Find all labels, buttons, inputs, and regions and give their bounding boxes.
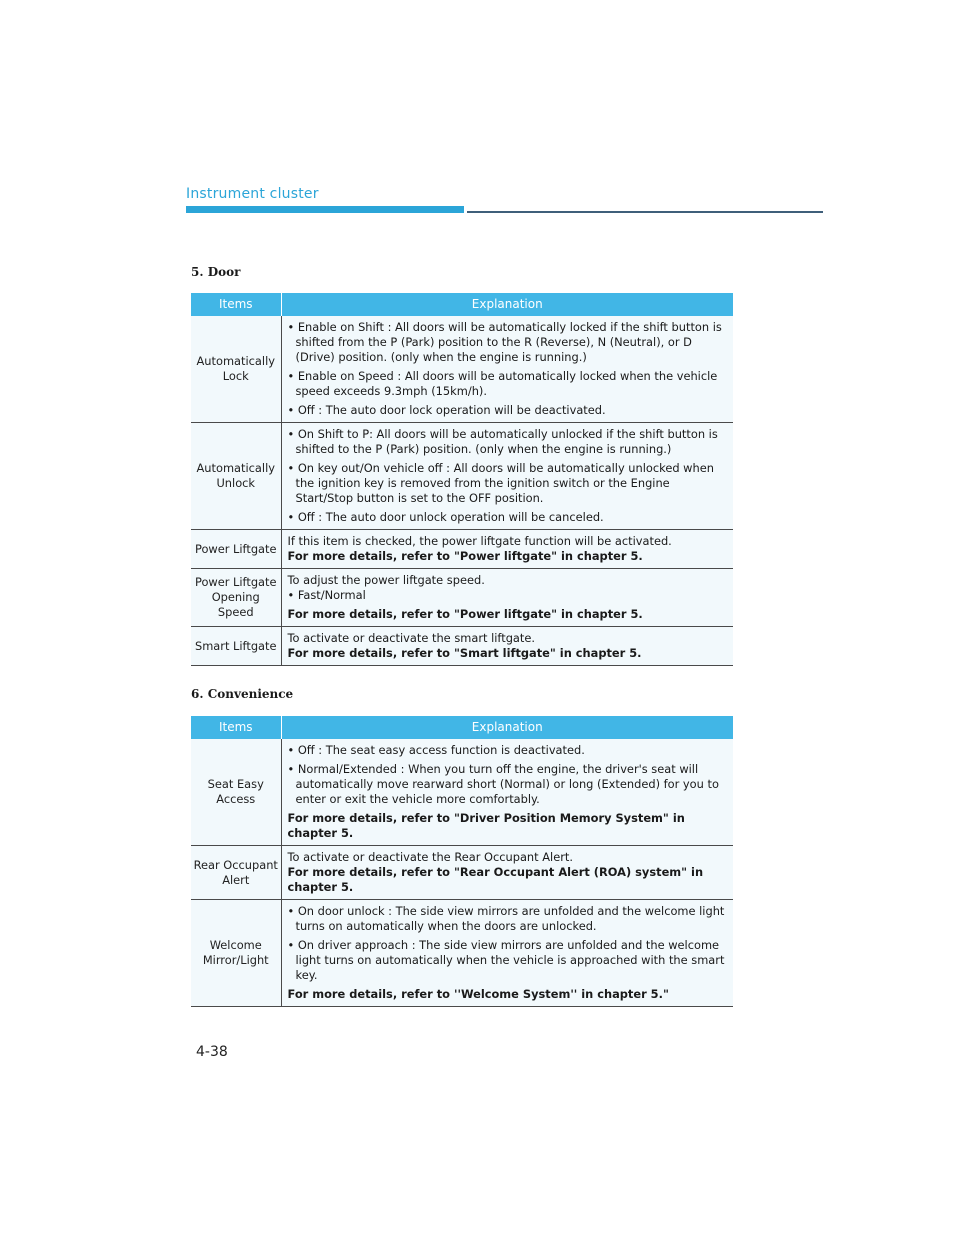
- row-explanation: [281, 530, 733, 569]
- reference-note: For more details, refer to "Power liftgate" in chapter 5.: [287, 607, 643, 621]
- explanation-bullet: • On driver approach : The side view mirrors are unfolded and the welcome light turns on automatically when the vehicle is approached with the smart key.: [287, 938, 725, 982]
- explanation-bullet: • On Shift to P: All doors will be automatically unlocked if the shift button is shifted to the P (Park) position. (only when the engine is running.): [287, 427, 718, 456]
- row-item-label: Seat Easy Access: [191, 739, 281, 846]
- explanation-option: • Fast/Normal: [287, 588, 366, 602]
- table-row: [191, 846, 733, 900]
- row-explanation: [281, 316, 733, 423]
- explanation-bullet: • On key out/On vehicle off : All doors will be automatically unlocked when the ignition key is removed from the ignition switch or the Engine Start/Stop button is set to the OFF position.: [287, 461, 714, 505]
- table-row: [191, 900, 733, 1007]
- row-explanation: [281, 900, 733, 1007]
- table-row: [191, 627, 733, 666]
- table-header-row: [191, 716, 733, 739]
- row-item-label: Welcome Mirror/Light: [191, 900, 281, 1007]
- column-header-explanation: Explanation: [281, 293, 733, 316]
- column-header-items: Items: [191, 716, 281, 739]
- column-header-items: Items: [191, 293, 281, 316]
- row-explanation: [281, 846, 733, 900]
- row-explanation: [281, 739, 733, 846]
- explanation-bullet: • Off : The auto door lock operation will be deactivated.: [287, 403, 606, 417]
- reference-note: For more details, refer to ''Welcome System'' in chapter 5.": [287, 987, 669, 1001]
- table-row: [191, 569, 733, 627]
- column-header-explanation: Explanation: [281, 716, 733, 739]
- table-row: [191, 316, 733, 423]
- reference-note: For more details, refer to "Power liftgate" in chapter 5.: [287, 549, 643, 563]
- explanation-bullet: • On door unlock : The side view mirrors are unfolded and the welcome light turns on automatically when the doors are unlocked.: [287, 904, 725, 933]
- explanation-bullet: • Off : The auto door unlock operation will be canceled.: [287, 510, 604, 524]
- row-item-label: Automatically Unlock: [191, 423, 281, 530]
- row-explanation: [281, 423, 733, 530]
- explanation-text: If this item is checked, the power liftgate function will be activated.: [287, 534, 672, 548]
- explanation-text: To adjust the power liftgate speed.: [287, 573, 485, 587]
- door-settings-table: [191, 293, 733, 666]
- table-row: [191, 423, 733, 530]
- reference-note: For more details, refer to "Driver Position Memory System" in chapter 5.: [287, 811, 685, 840]
- row-item-label: Power Liftgate Opening Speed: [191, 569, 281, 627]
- reference-note: For more details, refer to "Rear Occupant Alert (ROA) system" in chapter 5.: [287, 865, 704, 894]
- explanation-bullet: • Normal/Extended : When you turn off the engine, the driver's seat will automatically move rearward short (Normal) or long (Extended) for you to enter or exit the vehicle more comfortably.: [287, 762, 719, 806]
- row-item-label: Smart Liftgate: [191, 627, 281, 666]
- convenience-settings-table: [191, 716, 733, 1007]
- row-item-label: Automatically Lock: [191, 316, 281, 423]
- explanation-text: To activate or deactivate the smart liftgate.: [287, 631, 536, 645]
- table-row: [191, 530, 733, 569]
- row-explanation: [281, 569, 733, 627]
- table-row: [191, 739, 733, 846]
- explanation-bullet: • Off : The seat easy access function is deactivated.: [287, 743, 585, 757]
- page-number: 4-38: [196, 1044, 228, 1060]
- section-title-convenience: 6. Convenience: [191, 687, 294, 701]
- row-item-label: Power Liftgate: [191, 530, 281, 569]
- row-explanation: [281, 627, 733, 666]
- reference-note: For more details, refer to "Smart liftgate" in chapter 5.: [287, 646, 642, 660]
- chapter-title: Instrument cluster: [186, 186, 319, 202]
- explanation-text: To activate or deactivate the Rear Occupant Alert.: [287, 850, 573, 864]
- row-item-label: Rear Occupant Alert: [191, 846, 281, 900]
- explanation-bullet: • Enable on Speed : All doors will be automatically locked when the vehicle speed exceeds 9.3mph (15km/h).: [287, 369, 718, 398]
- header-rule-thick: [186, 206, 464, 213]
- explanation-bullet: • Enable on Shift : All doors will be automatically locked if the shift button is shifted from the P (Park) position to the R (Reverse), N (Neutral), or D (Drive) position. (only when the engine is running.): [287, 320, 722, 364]
- header-rule-thin: [467, 211, 823, 213]
- section-title-door: 5. Door: [191, 265, 241, 279]
- table-header-row: [191, 293, 733, 316]
